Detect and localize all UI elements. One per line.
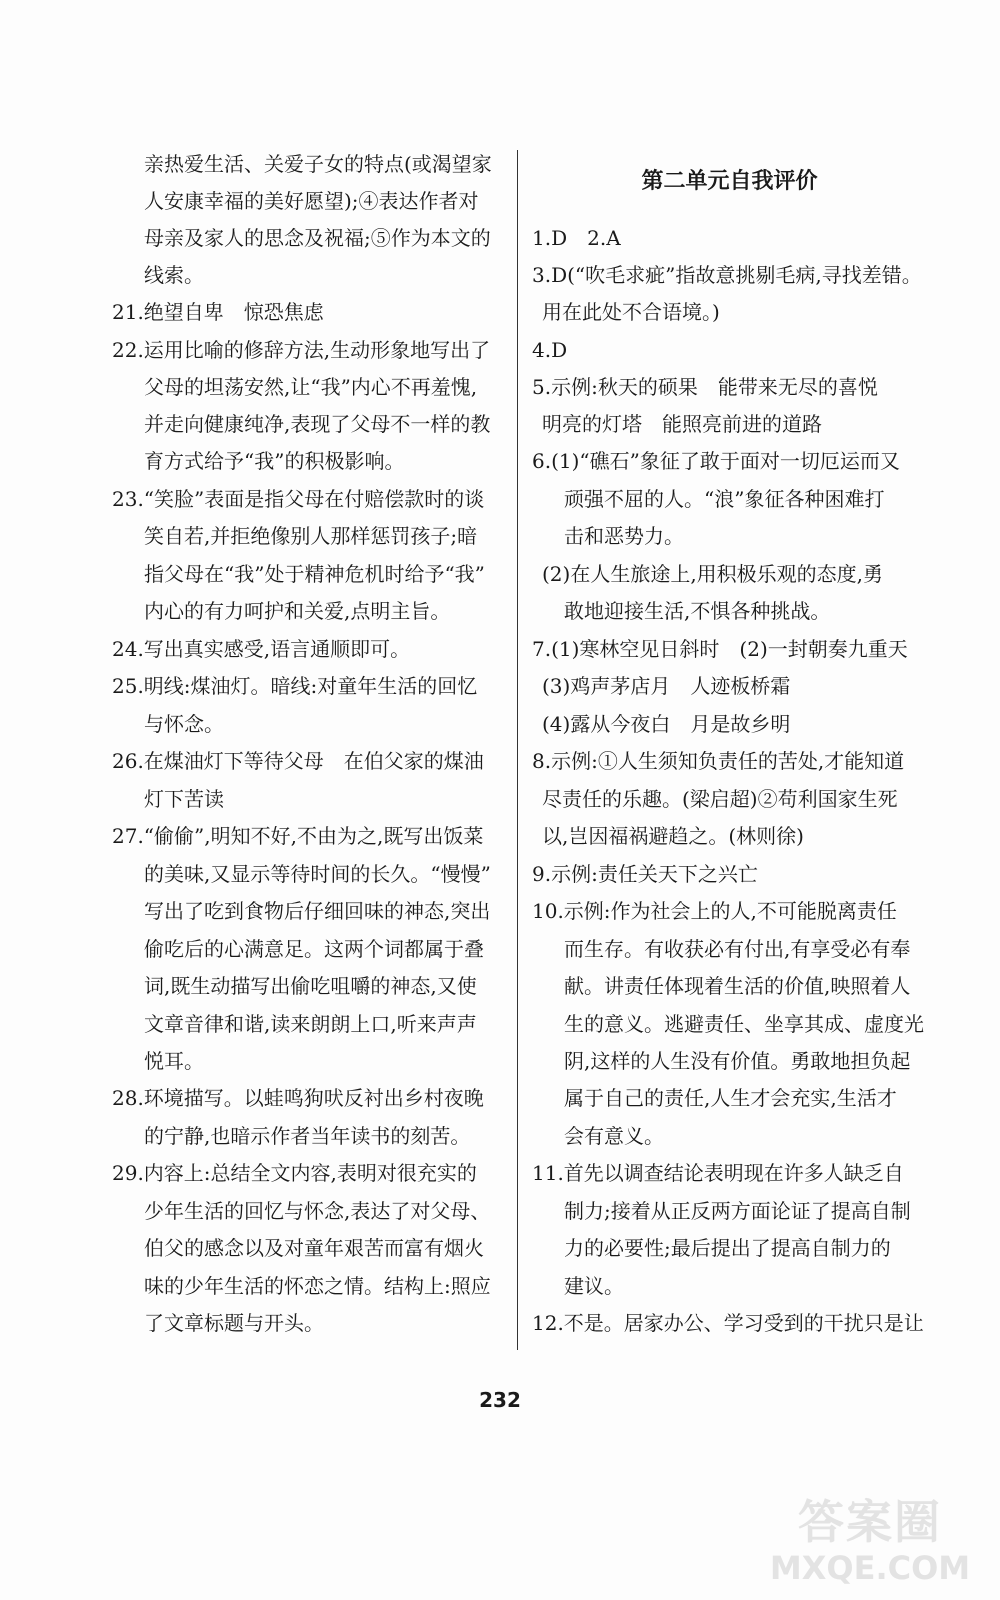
text-line: 写出了吃到食物后仔细回味的神态,突出 — [144, 899, 491, 923]
text-line: 文章音律和谐,读来朗朗上口,听来声声 — [144, 1012, 477, 1036]
text-line: 与怀念。 — [144, 712, 224, 736]
text-line: 味的少年生活的怀恋之情。结构上:照应 — [144, 1274, 491, 1298]
answer-item: 22.运用比喻的修辞方法,生动形象地写出了 — [112, 338, 491, 362]
text-line: 会有意义。 — [564, 1124, 664, 1148]
watermark-bottom: MXQE.COM — [769, 1549, 971, 1587]
text-line: 而生存。有收获必有付出,有享受必有奉 — [564, 937, 911, 961]
text-line: 生的意义。逃避责任、坐享其成、虚度光 — [564, 1012, 924, 1036]
answer-item: 29.内容上:总结全文内容,表明对很充实的 — [112, 1161, 477, 1185]
answer-item: 27.“偷偷”,明知不好,不由为之,既写出饭菜 — [112, 824, 484, 848]
text-line: 用在此处不合语境。) — [542, 300, 720, 324]
text-line: 力的必要性;最后提出了提高自制力的 — [564, 1236, 891, 1260]
text-line: 献。讲责任体现着生活的价值,映照着人 — [564, 974, 911, 998]
column-divider — [517, 150, 518, 1350]
answer-item: 10.示例:作为社会上的人,不可能脱离责任 — [532, 899, 897, 923]
answer-item: 4.D — [532, 338, 568, 362]
answer-item: 23.“笑脸”表面是指父母在付赔偿款时的谈 — [112, 487, 485, 511]
watermark-logo — [760, 1495, 980, 1595]
answer-item: 11.首先以调查结论表明现在许多人缺乏自 — [532, 1161, 904, 1185]
text-line: 内心的有力呵护和关爱,点明主旨。 — [144, 599, 451, 623]
text-line: 育方式给予“我”的积极影响。 — [144, 449, 405, 473]
text-line: 明亮的灯塔 能照亮前进的道路 — [542, 412, 822, 436]
watermark-top: 答案圈 — [798, 1495, 942, 1549]
text-line: 悦耳。 — [144, 1049, 204, 1073]
text-line: 并走向健康纯净,表现了父母不一样的教 — [144, 412, 491, 436]
text-line: 父母的坦荡安然,让“我”内心不再羞愧, — [144, 375, 478, 399]
text-line: 顽强不屈的人。“浪”象征各种困难打 — [564, 487, 885, 511]
text-line: 少年生活的回忆与怀念,表达了对父母、 — [144, 1199, 491, 1223]
answer-item: 26.在煤油灯下等待父母 在伯父家的煤油 — [112, 749, 484, 773]
text-line: 人安康幸福的美好愿望);④表达作者对 — [144, 189, 479, 213]
answer-item: 8.示例:①人生须知负责任的苦处,才能知道 — [532, 749, 905, 773]
answer-item: 1.D 2.A — [532, 226, 621, 250]
text-line: 指父母在“我”处于精神危机时给予“我” — [144, 562, 485, 586]
text-line: 了文章标题与开头。 — [144, 1311, 324, 1335]
text-line: 亲热爱生活、关爱子女的特点(或渴望家 — [144, 152, 492, 176]
answer-item: 5.示例:秋天的硕果 能带来无尽的喜悦 — [532, 375, 878, 399]
text-line: 笑自若,并拒绝像别人那样惩罚孩子;暗 — [144, 524, 478, 548]
text-line: 属于自己的责任,人生才会充实,生活才 — [564, 1086, 897, 1110]
text-line: 阴,这样的人生没有价值。勇敢地担负起 — [564, 1049, 911, 1073]
text-line: 线索。 — [144, 263, 204, 287]
text-line: 母亲及家人的思念及祝福;⑤作为本文的 — [144, 226, 491, 250]
text-line: 偷吃后的心满意足。这两个词都属于叠 — [144, 937, 484, 961]
text-line: 词,既生动描写出偷吃咀嚼的神态,又使 — [144, 974, 477, 998]
answer-subitem: (3)鸡声茅店月 人迹板桥霜 — [542, 674, 791, 698]
text-line: 灯下苦读 — [144, 787, 224, 811]
answer-item: 12.不是。居家办公、学习受到的干扰只是让 — [532, 1311, 924, 1335]
text-line: 建议。 — [564, 1274, 624, 1298]
answer-item: 21.绝望自卑 惊恐焦虑 — [112, 300, 324, 324]
answer-subitem: (4)露从今夜白 月是故乡明 — [542, 712, 791, 736]
text-line: 击和恶势力。 — [564, 524, 684, 548]
text-line: 以,岂因福祸避趋之。(林则徐) — [542, 824, 804, 848]
text-line: 的宁静,也暗示作者当年读书的刻苦。 — [144, 1124, 471, 1148]
answer-item: 24.写出真实感受,语言通顺即可。 — [112, 637, 411, 661]
text-line: 伯父的感念以及对童年艰苦而富有烟火 — [144, 1236, 484, 1260]
answer-item: 9.示例:责任关天下之兴亡 — [532, 862, 758, 886]
answer-item: 3.D(“吹毛求疵”指故意挑剔毛病,寻找差错。 — [532, 263, 922, 287]
answer-subitem: (2)在人生旅途上,用积极乐观的态度,勇 — [542, 562, 884, 586]
text-line: 制力;接着从正反两方面论证了提高自制 — [564, 1199, 911, 1223]
text-line: 尽责任的乐趣。(梁启超)②苟利国家生死 — [542, 787, 898, 811]
text-line: 的美味,又显示等待时间的长久。“慢慢” — [144, 862, 491, 886]
section-heading: 第二单元自我评价 — [641, 169, 818, 194]
answer-item: 6.(1)“礁石”象征了敢于面对一切厄运而又 — [532, 449, 900, 473]
answer-item: 25.明线:煤油灯。暗线:对童年生活的回忆 — [112, 674, 478, 698]
text-line: 敢地迎接生活,不惧各种挑战。 — [564, 599, 831, 623]
page-number: 232 — [479, 1388, 521, 1412]
answer-item: 28.环境描写。以蛙鸣狗吠反衬出乡村夜晚 — [112, 1086, 484, 1110]
answer-item: 7.(1)寒林空见日斜时 (2)一封朝奏九重天 — [532, 637, 908, 661]
